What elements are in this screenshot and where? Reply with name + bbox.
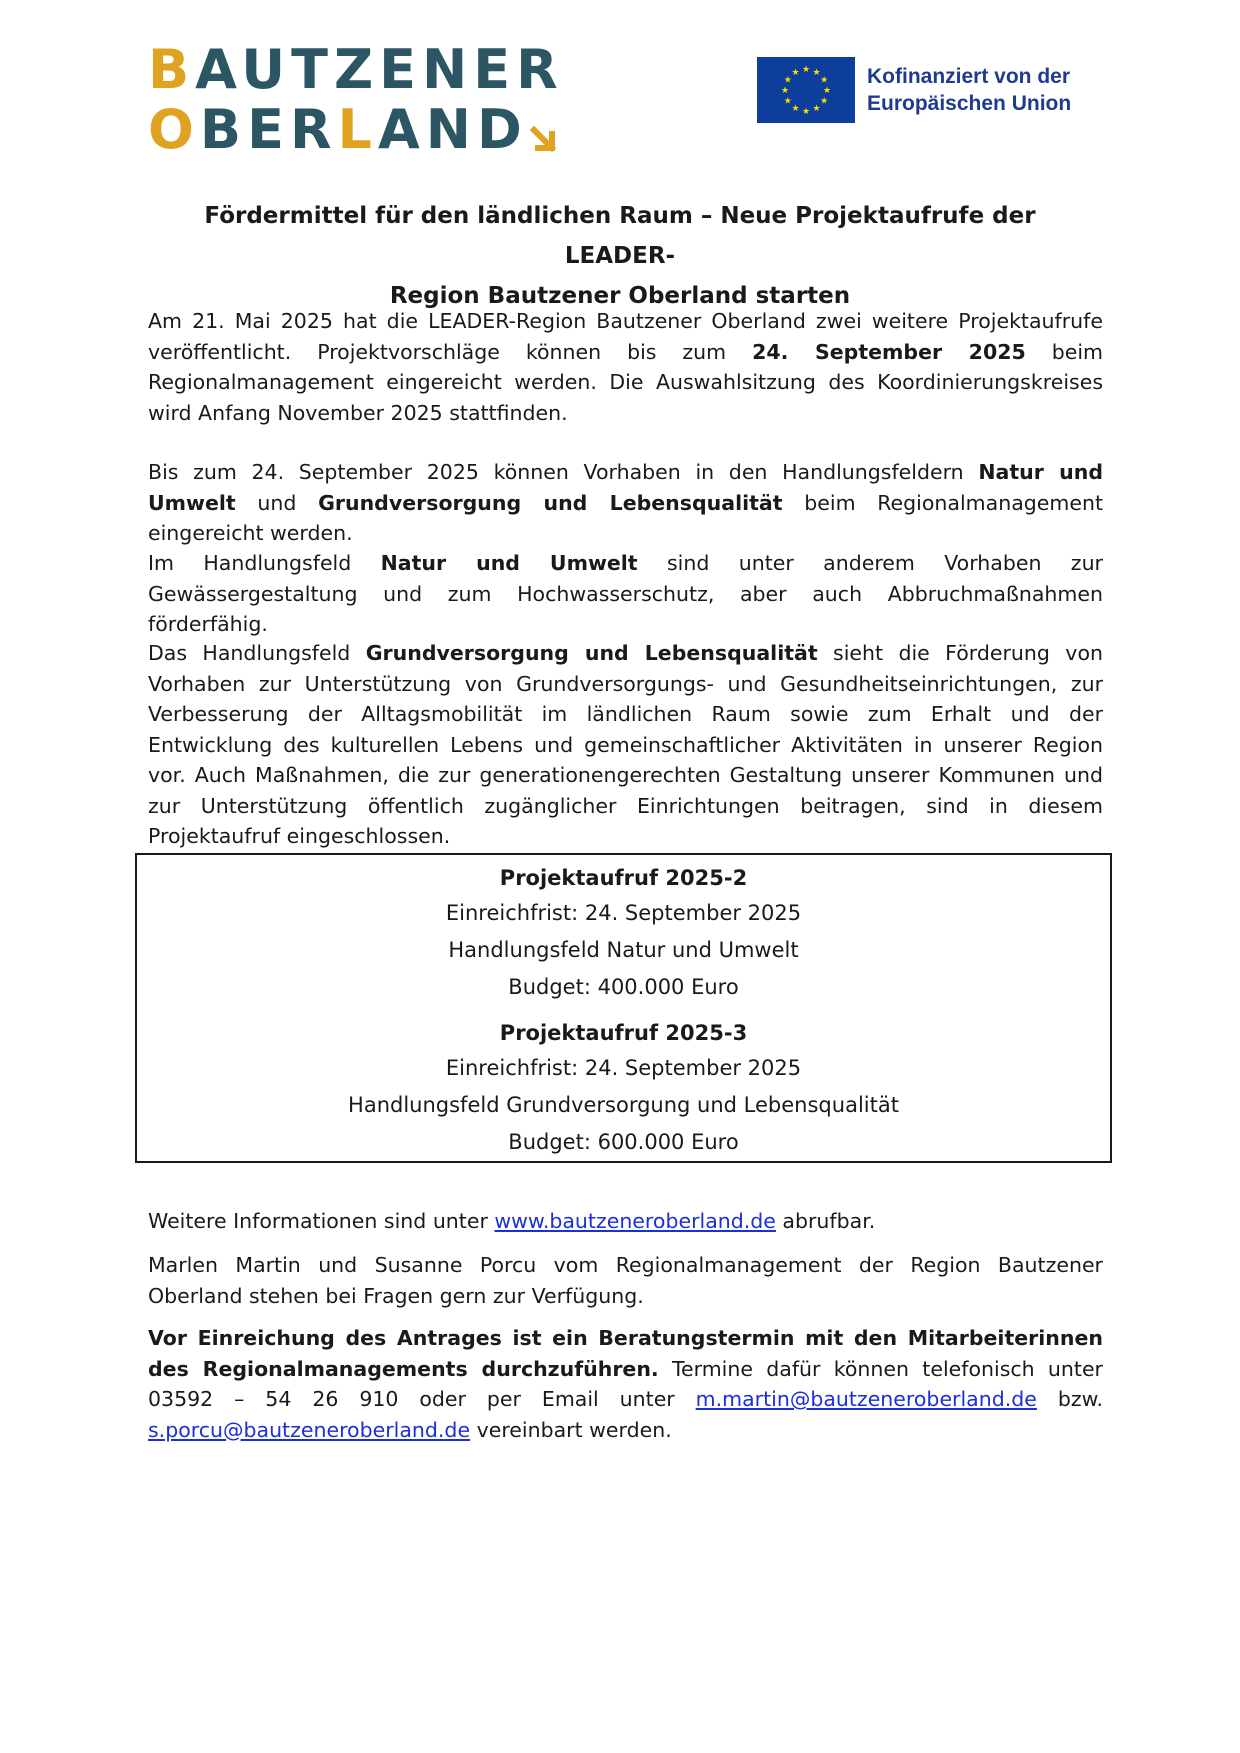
- p2-text-e: beim Regionalmanagement eingereicht werden.: [148, 490, 1103, 545]
- eu-star-icon: ★: [812, 104, 821, 115]
- p2-text-c: und: [235, 490, 319, 515]
- appointment-text-a: Termine dafür können telefonisch unter 03592 – 54 26 910 oder per Email unter: [148, 1356, 1103, 1411]
- page-title: [148, 196, 1092, 316]
- website-link[interactable]: www.bautzeneroberland.de: [494, 1209, 776, 1233]
- paragraph-appointment: [148, 1323, 1103, 1445]
- call-2025-2: [137, 855, 1110, 1006]
- p1-deadline: 24. September 2025: [752, 339, 1026, 364]
- p3-field-nature: Natur und Umwelt: [380, 551, 638, 575]
- call-field: Handlungsfeld Natur und Umwelt: [448, 938, 799, 962]
- contact-text: Marlen Martin und Susanne Porcu vom Regionalmanagement der Region Bautzener Oberland stehen bei Fragen gern zur Verfügung.: [148, 1253, 1103, 1308]
- eu-star-icon: ★: [801, 107, 811, 117]
- info-text-a: Weitere Informationen sind unter: [148, 1209, 495, 1233]
- eu-star-icon: ★: [820, 75, 829, 86]
- bautzener-oberland-logo: [148, 40, 564, 164]
- project-calls-box: [135, 853, 1112, 1163]
- eu-star-icon: ★: [783, 96, 792, 107]
- paragraph-nature: [148, 548, 1103, 640]
- eu-cofinancing-logo: [757, 57, 1071, 123]
- call-deadline: Einreichfrist: 24. September 2025: [445, 1056, 802, 1080]
- p3-text-c: sind unter anderem Vorhaben zur Gewässergestaltung und zum Hochwasserschutz, aber auch Abbruchmaßnahmen förderfähig.: [148, 551, 1103, 636]
- eu-text-line2: Europäischen Union: [867, 92, 1072, 115]
- p2-field-supply: Grundversorgung und Lebensqualität: [318, 490, 783, 515]
- eu-star-icon: ★: [820, 96, 829, 107]
- call-heading: Projektaufruf 2025-2: [499, 866, 748, 890]
- paragraph-contact: [148, 1250, 1103, 1311]
- appointment-text-c: vereinbart werden.: [470, 1417, 672, 1442]
- p2-text-a: Bis zum 24. September 2025 können Vorhaben in den Handlungsfeldern: [148, 460, 979, 484]
- eu-star-icon: ★: [780, 86, 790, 96]
- email-link-porcu[interactable]: s.porcu@bautzeneroberland.de: [148, 1417, 471, 1442]
- email-link-martin[interactable]: m.martin@bautzeneroberland.de: [695, 1387, 1037, 1411]
- eu-star-icon: ★: [783, 75, 792, 86]
- title-line1: Fördermittel für den ländlichen Raum – Neue Projektaufrufe der LEADER-: [204, 203, 1036, 269]
- eu-flag-icon: [757, 57, 855, 123]
- p4-field-supply: Grundversorgung und Lebensqualität: [365, 641, 818, 665]
- call-heading: Projektaufruf 2025-3: [499, 1021, 748, 1045]
- p1-text-a: Am 21. Mai 2025 hat die LEADER-Region Bautzener Oberland zwei weitere Projektaufrufe veröffentlicht. Projektvorschläge können bis zum: [148, 309, 1103, 364]
- info-text-c: abrufbar.: [775, 1209, 876, 1233]
- p4-text-c: sieht die Förderung von Vorhaben zur Unterstützung von Grundversorgungs- und Gesundheitseinrichtungen, zur Verbesserung der Alltagsmobilität im ländlichen Raum sowie zum Erhalt und der Entwicklung des kulturellen Lebens und gemeinschaftlicher Aktivitäten in unserer Region vor. Auch Maßnahmen, die zur generationengerechten Gestaltung unserer Kommunen und zur Unterstützung öffentlich zugänglicher Einrichtungen beitragen, sind in diesem Projektaufruf eingeschlossen.: [148, 641, 1103, 848]
- logo-text-and: AND: [377, 98, 528, 161]
- paragraph-supply: [148, 638, 1103, 852]
- logo-text-ber: BER: [199, 98, 338, 161]
- p1-text-c: beim Regionalmanagement eingereicht werden. Die Auswahlsitzung des Koordinierungskreises wird Anfang November 2025 stattfinden.: [148, 339, 1104, 425]
- appointment-text-b: bzw.: [1036, 1387, 1103, 1411]
- appointment-required-text: Vor Einreichung des Antrages ist ein Beratungstermin mit den Mitarbeiterinnen des Regionalmanagements durchzuführen.: [148, 1326, 1103, 1381]
- logo-letter-o: O: [148, 98, 200, 161]
- eu-star-icon: ★: [801, 65, 811, 75]
- title-line2: Region Bautzener Oberland starten: [389, 283, 851, 309]
- logo-line-2: [148, 100, 564, 164]
- logo-arrow-icon: [530, 104, 556, 164]
- eu-star-icon: ★: [822, 86, 832, 96]
- logo-text-autzener: AUTZENER: [195, 38, 564, 101]
- eu-star-icon: ★: [791, 104, 800, 115]
- p2-field-nature: Natur und Umwelt: [148, 460, 1103, 515]
- paragraph-intro: [148, 306, 1103, 428]
- paragraph-fields: [148, 457, 1103, 549]
- call-2025-3: [137, 1006, 1110, 1161]
- logo-letter-b: B: [148, 38, 196, 101]
- logo-line-1: [148, 40, 564, 100]
- paragraph-more-info: [148, 1206, 1103, 1237]
- call-budget: Budget: 600.000 Euro: [508, 1130, 739, 1154]
- p4-text-a: Das Handlungsfeld: [148, 641, 366, 665]
- call-field: Handlungsfeld Grundversorgung und Lebensqualität: [348, 1093, 899, 1117]
- call-budget: Budget: 400.000 Euro: [508, 975, 739, 999]
- logo-letter-l: L: [337, 98, 378, 161]
- p3-text-a: Im Handlungsfeld: [148, 551, 381, 575]
- eu-text-line1: Kofinanziert von der: [867, 65, 1071, 88]
- call-deadline: Einreichfrist: 24. September 2025: [445, 901, 802, 925]
- eu-star-icon: ★: [812, 67, 821, 78]
- eu-star-icon: ★: [791, 67, 800, 78]
- eu-cofinancing-text: [867, 63, 1071, 117]
